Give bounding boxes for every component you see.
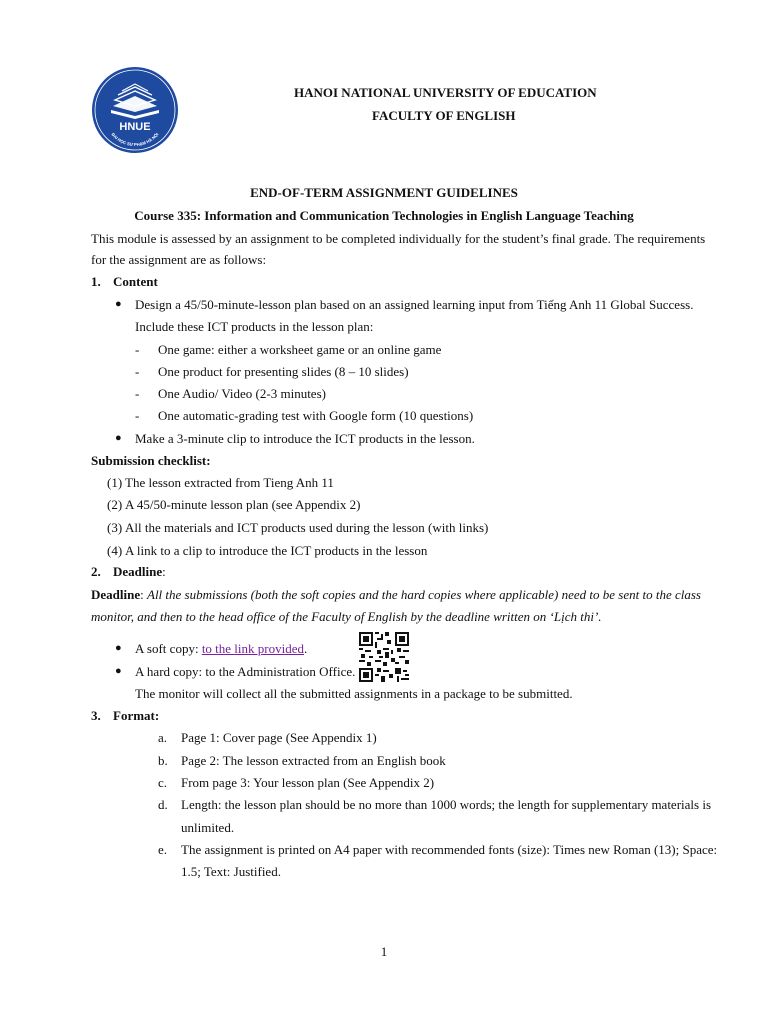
checklist-number: (3) xyxy=(107,520,123,535)
format-letter: a. xyxy=(158,730,168,745)
hnue-logo xyxy=(91,66,179,154)
document-title: END-OF-TERM ASSIGNMENT GUIDELINES xyxy=(250,185,518,200)
section-1-heading: Content xyxy=(113,274,158,289)
format-item-d-line-1: Length: the lesson plan should be no more than 1000 words; the length for supplementary materials is xyxy=(181,797,712,812)
dash-icon: - xyxy=(135,364,140,379)
soft-copy-link[interactable]: to the link provided xyxy=(201,641,304,656)
checklist-item-3: All the materials and ICT products used during the lesson (with links) xyxy=(125,520,489,535)
section-2-heading xyxy=(113,564,166,580)
section-3-number: 3. xyxy=(91,708,101,723)
ict-item-3: One Audio/ Video (2-3 minutes) xyxy=(158,386,326,401)
checklist-item-4: A link to a clip to introduce the ICT products in the lesson xyxy=(125,543,428,558)
format-item-c: From page 3: Your lesson plan (See Appendix 2) xyxy=(181,775,435,790)
section-2-heading-colon: : xyxy=(162,564,166,579)
bullet-icon: ● xyxy=(115,665,122,677)
format-item-a: Page 1: Cover page (See Appendix 1) xyxy=(181,730,377,745)
monitor-note: The monitor will collect all the submitted assignments in a package to be submitted. xyxy=(135,686,573,701)
format-letter: b. xyxy=(158,753,168,768)
dash-icon: - xyxy=(135,386,140,401)
bullet-icon: ● xyxy=(115,432,122,444)
faculty-name: FACULTY OF ENGLISH xyxy=(372,108,516,123)
course-title: Course 335: Information and Communication Technologies in English Language Teaching xyxy=(134,208,634,223)
format-letter: c. xyxy=(158,775,168,790)
section-2-heading-text: Deadline xyxy=(113,564,163,579)
content-bullet-2: Make a 3-minute clip to introduce the ICT products in the lesson. xyxy=(135,431,475,446)
format-item-b: Page 2: The lesson extracted from an English book xyxy=(181,753,446,768)
format-letter: d. xyxy=(158,797,168,812)
hard-copy-line: A hard copy: to the Administration Office. xyxy=(135,664,356,679)
soft-copy-end: . xyxy=(304,641,308,656)
format-item-e-line-2: 1.5; Text: Justified. xyxy=(181,864,281,879)
format-item-e-line-1: The assignment is printed on A4 paper with recommended fonts (size): Times new Roman (13); Space: xyxy=(181,842,718,857)
page-number: 1 xyxy=(380,944,388,959)
deadline-text-2: monitor, and then to the head office of the Faculty of English by the deadline written on ‘Lịch thi’. xyxy=(91,609,602,624)
checklist-item-2: A 45/50-minute lesson plan (see Appendix 2) xyxy=(125,497,361,512)
content-bullet-1-line-1: Design a 45/50-minute-lesson plan based on an assigned learning input from Tiếng Anh 11 Global Success. xyxy=(135,297,694,312)
deadline-text-1: All the submissions (both the soft copies and the hard copies where applicable) need to be sent to the class xyxy=(147,587,701,602)
intro-line-1: This module is assessed by an assignment to be completed individually for the student’s final grade. The requirements xyxy=(91,231,706,246)
content-bullet-1-line-2: Include these ICT products in the lesson plan: xyxy=(135,319,374,334)
ict-item-4: One automatic-grading test with Google form (10 questions) xyxy=(158,408,474,423)
checklist-number: (2) xyxy=(107,497,123,512)
deadline-label-colon: : xyxy=(140,587,144,602)
checklist-item-1: The lesson extracted from Tieng Anh 11 xyxy=(125,475,334,490)
bullet-icon: ● xyxy=(115,298,122,310)
ict-item-2: One product for presenting slides (8 – 10 slides) xyxy=(158,364,409,379)
format-item-d-line-2: unlimited. xyxy=(181,820,235,835)
checklist-heading: Submission checklist: xyxy=(91,453,211,468)
deadline-label: Deadline xyxy=(91,587,141,602)
university-name: HANOI NATIONAL UNIVERSITY OF EDUCATION xyxy=(294,85,597,100)
dash-icon: - xyxy=(135,408,140,423)
section-2-number: 2. xyxy=(91,564,101,579)
checklist-number: (4) xyxy=(107,543,123,558)
intro-line-2: for the assignment are as follows: xyxy=(91,252,267,267)
bullet-icon: ● xyxy=(115,642,122,654)
logo-ring-text: ĐẠI HỌC SƯ PHẠM HÀ NỘI xyxy=(110,131,160,148)
section-1-number: 1. xyxy=(91,274,101,289)
qr-code-icon[interactable] xyxy=(359,632,409,682)
ict-item-1: One game: either a worksheet game or an online game xyxy=(158,342,442,357)
checklist-number: (1) xyxy=(107,475,123,490)
section-3-heading: Format: xyxy=(113,708,160,723)
format-letter: e. xyxy=(158,842,168,857)
deadline-paragraph-line-1 xyxy=(91,587,701,603)
logo-text: HNUE xyxy=(119,121,151,133)
soft-copy-label: A soft copy: xyxy=(135,641,202,656)
soft-copy-line xyxy=(135,641,307,657)
dash-icon: - xyxy=(135,342,140,357)
